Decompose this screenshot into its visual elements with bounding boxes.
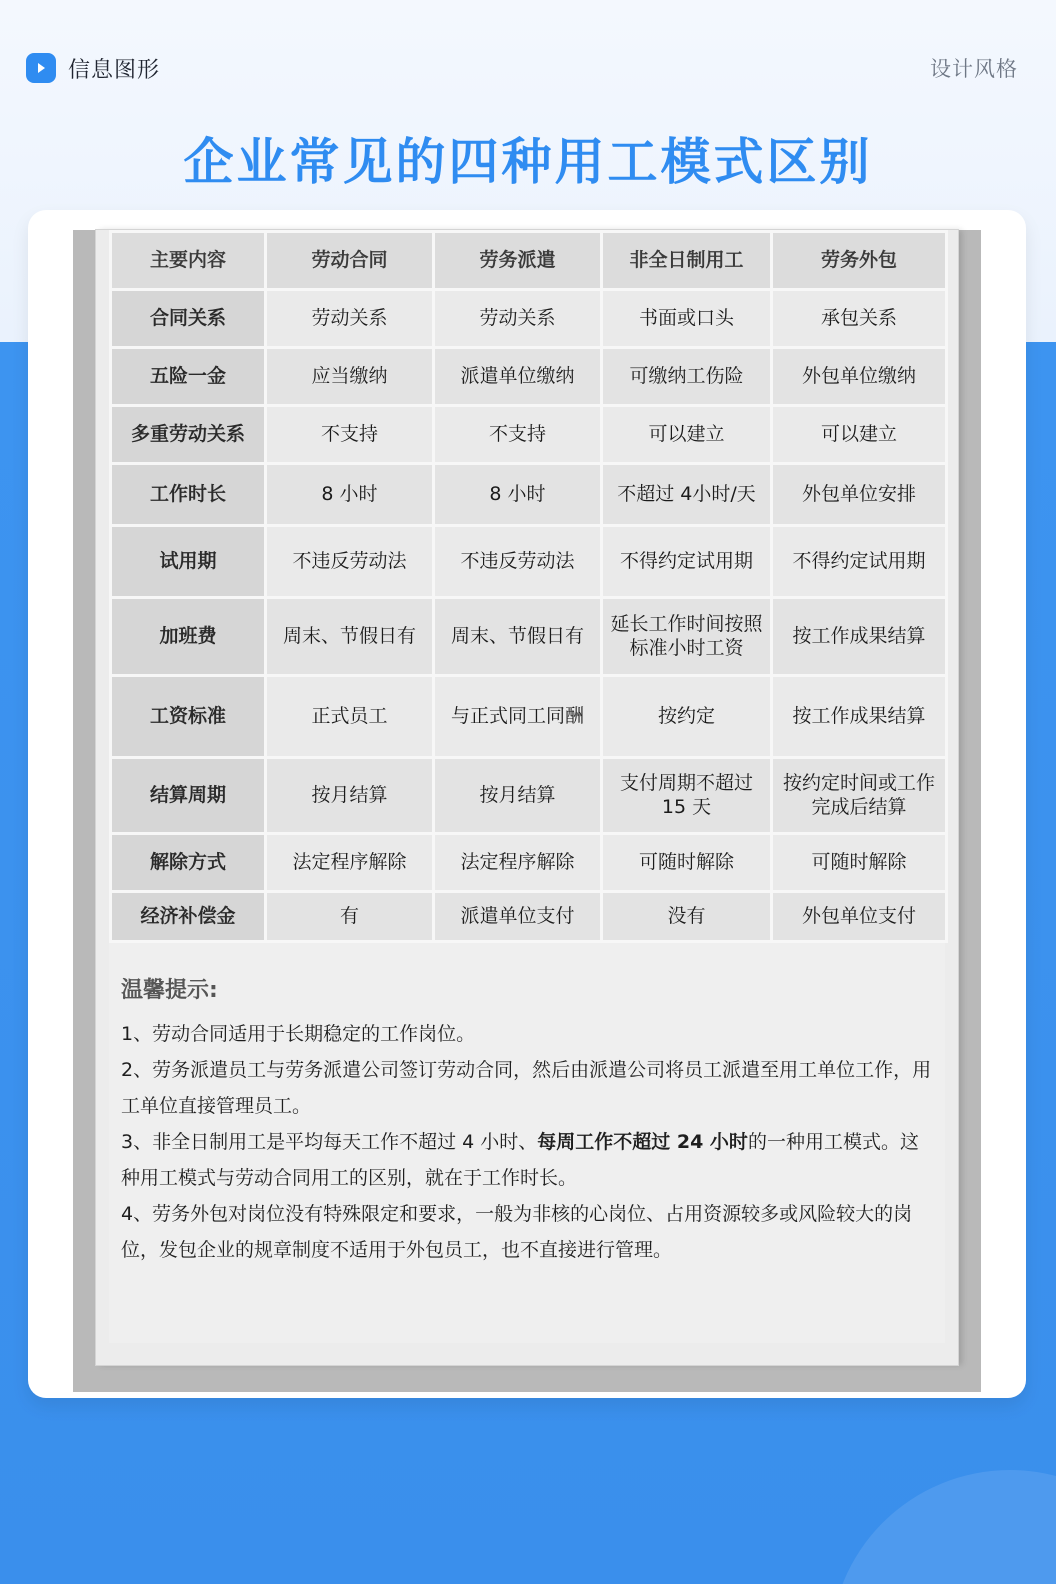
table-cell: 派遣单位缴纳 (434, 348, 602, 406)
table-cell: 可缴纳工伤险 (602, 348, 772, 406)
brand[interactable] (26, 53, 160, 84)
tips-section (109, 943, 945, 1343)
table-cell: 不违反劳动法 (266, 526, 434, 598)
table-cell: 正式员工 (266, 676, 434, 758)
table-row (111, 526, 947, 598)
table-cell: 延长工作时间按照标准小时工资 (602, 598, 772, 676)
column-header: 劳务外包 (772, 232, 947, 290)
table-cell: 可以建立 (602, 406, 772, 464)
table-cell: 应当缴纳 (266, 348, 434, 406)
table-cell: 不超过 4小时/天 (602, 464, 772, 526)
table-cell: 不支持 (266, 406, 434, 464)
column-header: 劳务派遣 (434, 232, 602, 290)
table-cell: 不得约定试用期 (772, 526, 947, 598)
table-cell: 可以建立 (772, 406, 947, 464)
row-label: 试用期 (111, 526, 266, 598)
tip-text: 3、非全日制用工是平均每天工作不超过 4 小时、 (121, 1131, 538, 1153)
table-cell: 有 (266, 892, 434, 942)
table-cell: 外包单位安排 (772, 464, 947, 526)
row-label: 合同关系 (111, 290, 266, 348)
tip-item: 2、劳务派遣员工与劳务派遣公司签订劳动合同，然后由派遣公司将员工派遣至用工单位工作，用工单位直接管理员工。 (121, 1059, 932, 1117)
table-cell: 承包关系 (772, 290, 947, 348)
table-cell: 劳动关系 (266, 290, 434, 348)
table-row (111, 464, 947, 526)
table-row (111, 676, 947, 758)
table-row (111, 758, 947, 834)
header (26, 50, 1018, 86)
row-label: 多重劳动关系 (111, 406, 266, 464)
table-cell: 不支持 (434, 406, 602, 464)
tip-item (121, 1124, 933, 1196)
page-title: 企业常见的四种用工模式区别 (183, 133, 873, 191)
row-label: 解除方式 (111, 834, 266, 892)
table-cell: 8 小时 (434, 464, 602, 526)
table-row (111, 892, 947, 942)
table-row (111, 348, 947, 406)
table-cell: 不得约定试用期 (602, 526, 772, 598)
tip-item: 4、劳务外包对岗位没有特殊限定和要求，一般为非核的心岗位、占用资源较多或风险较大的岗位，发包企业的规章制度不适用于外包员工，也不直接进行管理。 (121, 1203, 913, 1261)
comparison-table (109, 230, 948, 943)
table-cell: 没有 (602, 892, 772, 942)
table-cell: 支付周期不超过 15 天 (602, 758, 772, 834)
row-label: 五险一金 (111, 348, 266, 406)
tips-title: 温馨提示: (121, 978, 218, 1003)
row-label: 加班费 (111, 598, 266, 676)
table-cell: 周末、节假日有 (434, 598, 602, 676)
row-label: 结算周期 (111, 758, 266, 834)
table-row (111, 290, 947, 348)
table-cell: 外包单位支付 (772, 892, 947, 942)
table-cell: 按月结算 (266, 758, 434, 834)
table-cell: 8 小时 (266, 464, 434, 526)
table-cell: 按工作成果结算 (772, 598, 947, 676)
row-label: 工作时长 (111, 464, 266, 526)
row-label: 经济补偿金 (111, 892, 266, 942)
tip-text: 的一种用工模式。这种用工模式与劳动合同用工的区别，就在于工作时长。 (121, 1131, 919, 1189)
table-cell: 按工作成果结算 (772, 676, 947, 758)
table-cell: 周末、节假日有 (266, 598, 434, 676)
table-cell: 与正式同工同酬 (434, 676, 602, 758)
table-cell: 法定程序解除 (266, 834, 434, 892)
table-header-row (111, 232, 947, 290)
column-header: 主要内容 (111, 232, 266, 290)
table-cell: 不违反劳动法 (434, 526, 602, 598)
table-cell: 书面或口头 (602, 290, 772, 348)
table-cell: 法定程序解除 (434, 834, 602, 892)
column-header: 劳动合同 (266, 232, 434, 290)
play-logo-icon (26, 53, 56, 83)
table-cell: 可随时解除 (602, 834, 772, 892)
table-cell: 劳动关系 (434, 290, 602, 348)
comparison-table-wrap (109, 230, 945, 943)
table-cell: 按月结算 (434, 758, 602, 834)
table-row (111, 598, 947, 676)
table-cell: 按约定时间或工作完成后结算 (772, 758, 947, 834)
column-header: 非全日制用工 (602, 232, 772, 290)
table-cell: 按约定 (602, 676, 772, 758)
brand-name: 信息图形 (68, 57, 161, 83)
table-cell: 可随时解除 (772, 834, 947, 892)
design-style-link[interactable]: 设计风格 (930, 57, 1018, 81)
table-row (111, 834, 947, 892)
tip-item: 1、劳动合同适用于长期稳定的工作岗位。 (121, 1023, 476, 1045)
table-row (111, 406, 947, 464)
table-cell: 派遣单位支付 (434, 892, 602, 942)
row-label: 工资标准 (111, 676, 266, 758)
tip-emphasis: 每周工作不超过 24 小时 (537, 1131, 748, 1153)
table-cell: 外包单位缴纳 (772, 348, 947, 406)
